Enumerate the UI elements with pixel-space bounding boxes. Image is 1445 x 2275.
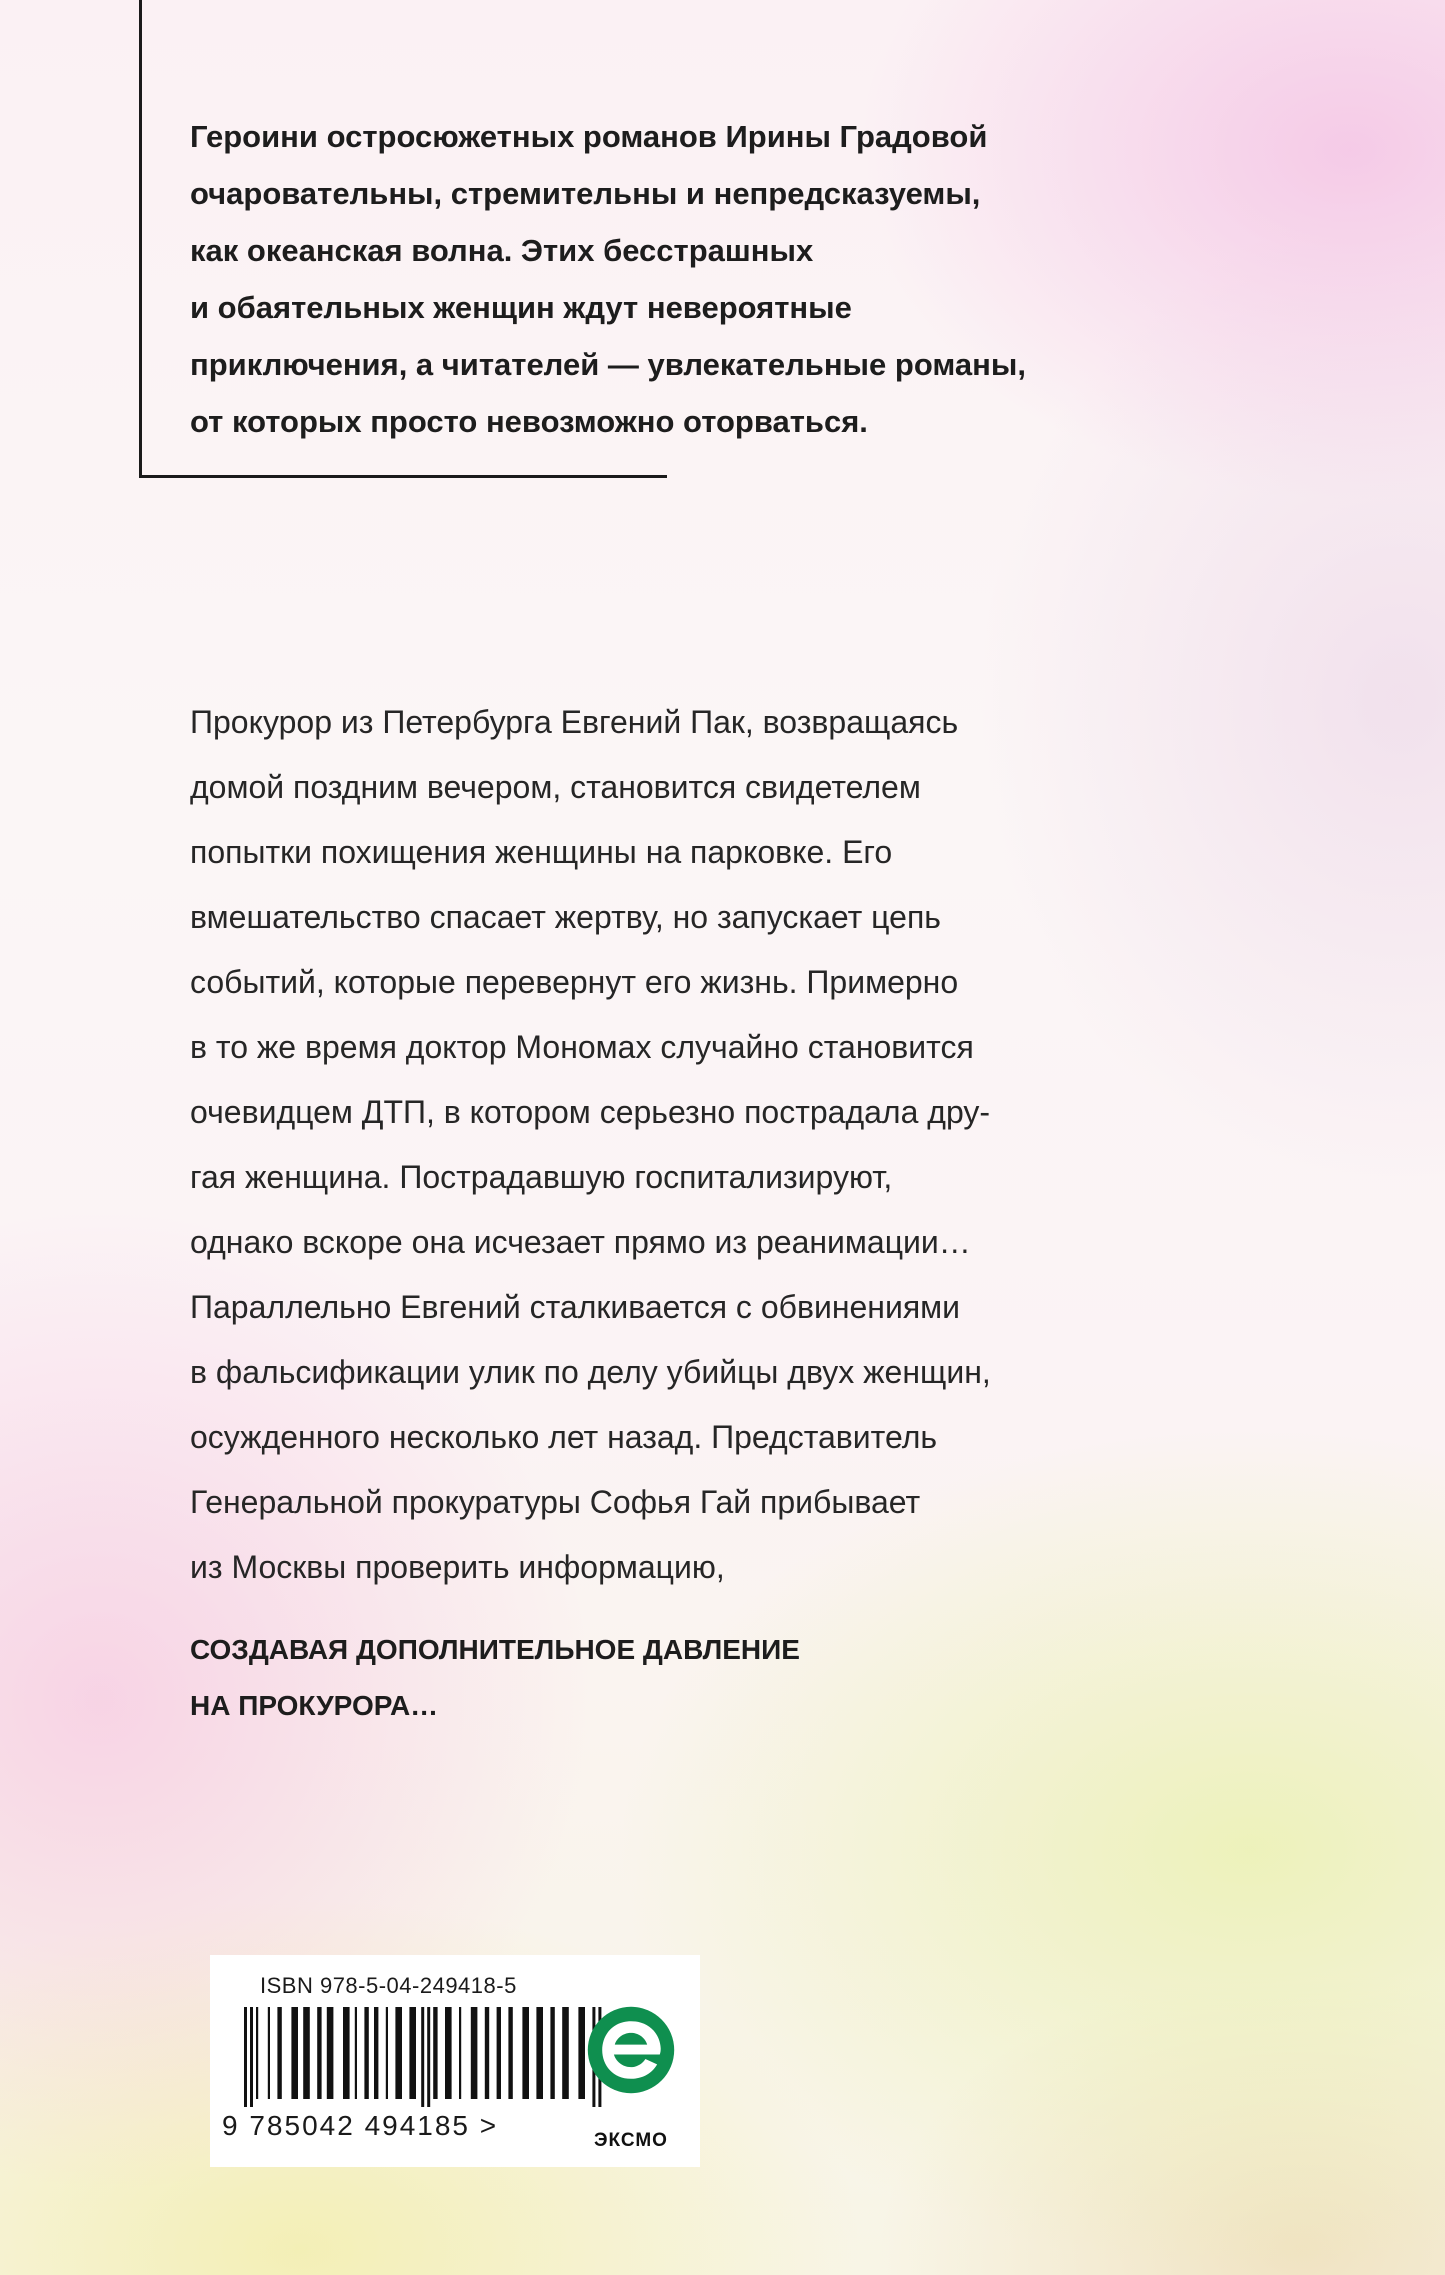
blurb-line: приключения, а читателей — увлекательные романы,	[190, 347, 1026, 382]
blurb-line: очаровательны, стремительны и непредсказуемы,	[190, 176, 981, 211]
blurb-line: как океанская волна. Этих бесстрашных	[190, 233, 814, 268]
barcode-bar	[244, 2007, 247, 2107]
synopsis-line: осужденного несколько лет назад. Представитель	[190, 1419, 938, 1455]
synopsis-line: в фальсификации улик по делу убийцы двух женщин,	[190, 1354, 991, 1390]
isbn-label: ISBN 978-5-04-249418-5	[260, 1973, 517, 1998]
barcode-bar	[291, 2007, 298, 2099]
barcode-digits: 9 785042 494185 >	[222, 2110, 499, 2141]
barcode-bar	[427, 2007, 430, 2107]
barcode-bar	[355, 2007, 357, 2099]
book-synopsis	[190, 690, 1390, 1600]
synopsis-line: гая женщина. Пострадавшую госпитализируют,	[190, 1159, 893, 1195]
barcode-bar	[256, 2007, 258, 2099]
barcode-bar	[508, 2007, 512, 2099]
series-blurb	[190, 108, 1390, 450]
synopsis-tagline	[190, 1622, 800, 1734]
barcode-bar	[317, 2007, 321, 2099]
barcode-bar	[471, 2007, 478, 2099]
barcode-bar	[578, 2007, 585, 2099]
blurb-line: и обаятельных женщин ждут невероятные	[190, 290, 852, 325]
barcode-bar	[250, 2007, 253, 2107]
barcode-bar	[364, 2007, 368, 2099]
synopsis-line: попытки похищения женщины на парковке. Его	[190, 834, 893, 870]
barcode-bar	[433, 2007, 437, 2099]
barcode-bar	[536, 2007, 543, 2099]
barcode-bar	[268, 2007, 270, 2099]
barcode-bar	[374, 2007, 378, 2099]
barcode-bar	[277, 2007, 281, 2099]
barcode-bar	[445, 2007, 452, 2099]
barcode-bar	[386, 2007, 388, 2099]
barcode-bar	[343, 2007, 350, 2099]
barcode-bar	[522, 2007, 529, 2099]
tagline-line: НА ПРОКУРОРА…	[190, 1690, 439, 1721]
barcode-bar	[485, 2007, 489, 2099]
synopsis-line: в то же время доктор Мономах случайно становится	[190, 1029, 974, 1065]
synopsis-line: Генеральной прокуратуры Софья Гай прибывает	[190, 1484, 921, 1520]
barcode-bar	[409, 2007, 416, 2099]
blurb-line: от которых просто невозможно оторваться.	[190, 404, 868, 439]
eksmo-logo-icon	[586, 2005, 676, 2095]
barcode-bar	[421, 2007, 424, 2107]
synopsis-line: однако вскоре она исчезает прямо из реанимации…	[190, 1224, 971, 1260]
barcode-bar	[303, 2007, 310, 2099]
synopsis-line: Параллельно Евгений сталкивается с обвинениями	[190, 1289, 961, 1325]
synopsis-line: домой поздним вечером, становится свидетелем	[190, 769, 921, 805]
synopsis-line: из Москвы проверить информацию,	[190, 1549, 725, 1585]
synopsis-line: Прокурор из Петербурга Евгений Пак, возвращаясь	[190, 704, 959, 740]
barcode-bar	[395, 2007, 402, 2099]
synopsis-line: вмешательство спасает жертву, но запускает цепь	[190, 899, 941, 935]
barcode-bar	[497, 2007, 501, 2099]
barcode-bar	[459, 2007, 461, 2099]
blurb-line: Героини остросюжетных романов Ирины Градовой	[190, 119, 988, 154]
barcode-bar	[562, 2007, 569, 2099]
synopsis-line: событий, которые перевернут его жизнь. Примерно	[190, 964, 959, 1000]
barcode-bar	[327, 2007, 334, 2099]
tagline-line: СОЗДАВАЯ ДОПОЛНИТЕЛЬНОЕ ДАВЛЕНИЕ	[190, 1634, 800, 1665]
synopsis-line: очевидцем ДТП, в котором серьезно пострадала дру-	[190, 1094, 991, 1130]
publisher-name: ЭКСМО	[594, 2130, 668, 2151]
barcode-bar	[550, 2007, 554, 2099]
